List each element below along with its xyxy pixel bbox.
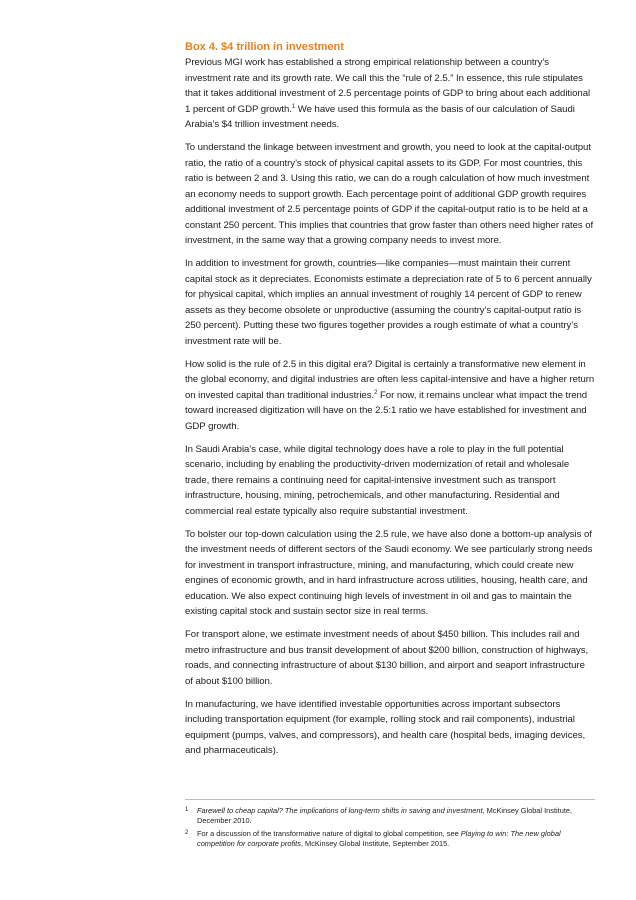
paragraph-1 (185, 55, 595, 133)
paragraph-8: In manufacturing, we have identified investable opportunities across important subsectors including transportation equipment (for example, rolling stock and rail components), industrial equipment (pumps, valves, and compressors), and health care (hospital beds, imaging devices, and pharmaceuticals). (185, 698, 586, 756)
footnote-number: 1 (185, 807, 189, 813)
footnotes (185, 799, 595, 852)
footnote-2 (185, 829, 595, 850)
footnote-1 (185, 806, 595, 827)
footnote-title: Playing to win: The new global competition for corporate profits (197, 828, 561, 849)
paragraph-6: To bolster our top-down calculation using the 2.5 rule, we have also done a bottom-up analysis of the investment needs of different sectors of the Saudi economy. We see particularly strong needs for investment in transport infrastructure, mining, and manufacturing, which could create new engines of economic growth, and in hard infrastructure across utilities, housing, health care, and education. We also expect continuing high levels of investment in oil and gas to maintain the existing capital stock and sustain sector size in real terms. (185, 528, 593, 617)
footnote-divider (185, 799, 595, 800)
footnote-rest: , McKinsey Global Institute, September 2015. (300, 839, 450, 849)
footnote-rest: , McKinsey Global Institute, December 2010. (197, 806, 573, 826)
paragraph-text-tail: We have used this formula as the basis of our calculation of Saudi Arabia’s $4 trillion investment needs. (185, 103, 575, 130)
paragraph-5: In Saudi Arabia’s case, while digital technology does have a role to play in the full potential scenario, including by enabling the productivity-driven modernization of retail and wholesale trade, there remains a continuing need for capital-intensive investment such as transport infrastructure, housing, mining, petrochemicals, and other manufacturing. Residential and commercial real estate typically also require substantial investment. (185, 443, 570, 517)
paragraph-7: For transport alone, we estimate investment needs of about $450 billion. This includes rail and metro infrastructure and bus transit development of about $200 billion, construction of highways, roads, and connecting infrastructure of about $130 billion, and airport and seaport infrastructure of about $100 billion. (185, 629, 589, 687)
footnote-ref-2[interactable]: 2 (374, 389, 378, 396)
paragraph-4 (185, 357, 595, 435)
footnote-number: 2 (185, 829, 189, 836)
paragraph-3: In addition to investment for growth, countries—like companies—must maintain their current capital stock as it depreciates. Economists estimate a depreciation rate of 5 to 6 percent annually for physical capital, which implies an annual investment of roughly 14 percent of GDP to renew assets as they become obsolete or unproductive (assuming the country’s capital-output ratio is 250 percent). Putting these two figures together provides a rough estimate of what a country’s investment rate will be. (185, 258, 592, 347)
box-title: Box 4. $4 trillion in investment (185, 41, 344, 53)
box-4 (185, 40, 595, 766)
paragraph-text: How solid is the rule of 2.5 in this digital era? Digital is certainly a transformative new element in the global economy, and digital industries are often less capital-intensive and have a higher return on invested capital than traditional industries. (185, 358, 595, 401)
footnote-lead: For a discussion of the transformative nature of digital to global competition, see (197, 828, 461, 838)
paragraph-text: Previous MGI work has established a strong empirical relationship between a country’s investment rate and its growth rate. We call this the “rule of 2.5.” In essence, this rule stipulates that it takes additional investment of 2.5 percentage points of GDP to bring about each additional 1 percent of GDP growth. (185, 57, 591, 115)
footnote-title: Farewell to cheap capital? The implications of long-term shifts in saving and investment (197, 806, 483, 815)
paragraph-text-tail: For now, it remains unclear what impact the trend toward increased digitization will have on the 2.5:1 ratio we have established for investment and GDP growth. (185, 389, 588, 432)
paragraph-2: To understand the linkage between investment and growth, you need to look at the capital-output ratio, the ratio of a country’s stock of physical capital assets to its GDP. For most countries, this ratio is between 2 and 3. Using this ratio, we can do a rough calculation of how much investment an economy needs to support growth. Each percentage point of additional GDP growth requires additional investment of 2.5 percentage points of GDP if the capital-output ratio is to be held at a constant 250 percent. This implies that countries that grow faster than others need higher rates of investment, in the same way that a growing company needs to invest more. (185, 142, 594, 246)
footnote-ref-1[interactable]: 1 (291, 103, 296, 110)
